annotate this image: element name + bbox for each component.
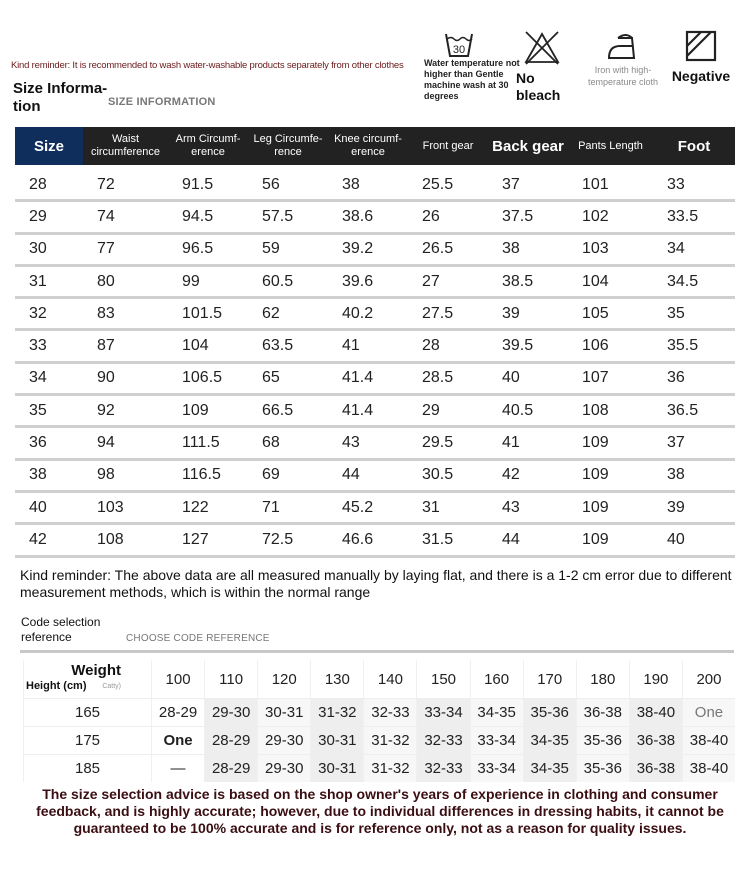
height-label: Height (cm)	[26, 680, 87, 692]
code-reference-label: Code selection reference	[21, 615, 101, 644]
table-cell: 42	[502, 466, 520, 484]
table-row	[15, 396, 735, 428]
table-cell: 57.5	[262, 207, 294, 225]
table-row	[15, 428, 735, 460]
size-range-cell: 31-32	[310, 699, 363, 726]
table-cell: 106.5	[182, 369, 223, 387]
table-cell: 35.5	[667, 337, 699, 355]
weight-header: 110	[204, 660, 257, 698]
size-range-cell: 28-29	[204, 755, 257, 782]
ref-row	[23, 698, 735, 726]
table-cell: 59	[262, 240, 280, 258]
table-cell: 33	[29, 337, 47, 355]
table-cell: 109	[182, 401, 209, 419]
table-cell: 106	[582, 337, 609, 355]
ref-corner	[23, 660, 151, 698]
table-cell: 28	[422, 337, 440, 355]
table-cell: 31	[29, 272, 47, 290]
table-cell: 34	[29, 369, 47, 387]
col-back-gear: Back gear	[492, 137, 564, 155]
table-cell: 111.5	[182, 434, 220, 452]
table-cell: 36.5	[667, 401, 699, 419]
size-range-cell: 33-34	[470, 755, 523, 782]
table-cell: 83	[97, 304, 115, 322]
table-cell: 36	[29, 434, 47, 452]
no-bleach-icon	[522, 30, 562, 66]
size-range-cell: 38-40	[682, 727, 735, 754]
col-foot: Foot	[677, 137, 711, 155]
size-range-cell: 29-30	[257, 755, 310, 782]
height-value: 175	[23, 727, 151, 754]
divider	[20, 650, 734, 653]
table-cell: 77	[97, 240, 115, 258]
table-cell: 94.5	[182, 207, 214, 225]
ref-row	[23, 754, 735, 782]
size-range-cell: 28-29	[151, 699, 204, 726]
weight-header: 150	[416, 660, 469, 698]
table-cell: 29	[422, 401, 440, 419]
ref-header-row	[23, 660, 735, 698]
table-row	[15, 235, 735, 267]
iron-icon	[606, 30, 640, 60]
size-range-cell: 34-35	[523, 755, 576, 782]
table-cell: 38	[29, 466, 47, 484]
table-cell: 26.5	[422, 240, 454, 258]
table-cell: 38	[342, 175, 360, 193]
table-cell: 45.2	[342, 498, 374, 516]
height-value: 165	[23, 699, 151, 726]
table-cell: 107	[582, 369, 609, 387]
table-cell: 46.6	[342, 530, 374, 548]
care-shade-dry	[666, 30, 736, 84]
table-cell: 26	[422, 207, 440, 225]
size-range-cell: 34-35	[470, 699, 523, 726]
care-shade-dry-label: Negative	[671, 68, 731, 84]
care-no-bleach-label: No bleach	[516, 70, 561, 103]
table-cell: 33.5	[667, 207, 699, 225]
size-range-cell: 35-36	[576, 727, 629, 754]
height-value: 185	[23, 755, 151, 782]
table-cell: 91.5	[182, 175, 214, 193]
care-wash-label: Water temperature not higher than Gentle machine wash at 30 degrees	[424, 58, 520, 101]
size-range-cell: 38-40	[682, 755, 735, 782]
shade-dry-icon	[685, 30, 717, 62]
weight-header: 120	[257, 660, 310, 698]
table-cell: 62	[262, 304, 280, 322]
size-advice: The size selection advice is based on the shop owner's years of experience in clothing and consumer feedback, and is highly accurate; however, due to individual differences in dressing habits, it cannot be guaranteed to be 100% accurate and is for reference only, not as a reason for quality issues.	[36, 786, 724, 836]
table-cell: 104	[182, 337, 209, 355]
table-cell: 74	[97, 207, 115, 225]
table-cell: 29	[29, 207, 47, 225]
table-cell: 66.5	[262, 401, 294, 419]
col-waist: Waist circumference	[90, 133, 161, 158]
col-leg: Leg Circumfe- rence	[253, 133, 323, 158]
code-reference-subtitle: CHOOSE CODE REFERENCE	[126, 633, 270, 644]
table-cell: 39.5	[502, 337, 534, 355]
table-cell: 39.2	[342, 240, 374, 258]
table-cell: 38	[502, 240, 520, 258]
table-cell: 28.5	[422, 369, 454, 387]
weight-header: 180	[576, 660, 629, 698]
table-row	[15, 493, 735, 525]
size-range-cell: 30-31	[310, 755, 363, 782]
size-range-cell: 38-40	[629, 699, 682, 726]
table-cell: 127	[182, 530, 209, 548]
table-row	[15, 267, 735, 299]
size-range-cell: 28-29	[204, 727, 257, 754]
table-cell: 103	[582, 240, 609, 258]
size-table-body	[15, 170, 735, 558]
table-cell: 31	[422, 498, 440, 516]
size-range-cell: 34-35	[523, 727, 576, 754]
table-cell: 41	[502, 434, 520, 452]
table-cell: 108	[97, 530, 124, 548]
weight-header: 140	[363, 660, 416, 698]
table-cell: 69	[262, 466, 280, 484]
table-cell: 109	[582, 530, 609, 548]
size-range-cell: 32-33	[416, 755, 469, 782]
table-cell: 38.5	[502, 272, 534, 290]
weight-header: 170	[523, 660, 576, 698]
table-cell: 40	[29, 498, 47, 516]
table-cell: 27.5	[422, 304, 454, 322]
care-wash	[424, 30, 520, 101]
weight-label: Weight	[71, 662, 121, 679]
table-cell: 43	[502, 498, 520, 516]
size-range-cell: 35-36	[523, 699, 576, 726]
table-cell: 35	[29, 401, 47, 419]
table-cell: 39	[667, 498, 685, 516]
size-range-cell: 36-38	[576, 699, 629, 726]
table-cell: 65	[262, 369, 280, 387]
table-cell: 38.6	[342, 207, 374, 225]
weight-header: 190	[629, 660, 682, 698]
table-cell: 39	[502, 304, 520, 322]
table-row	[15, 202, 735, 234]
table-cell: 101.5	[182, 304, 223, 322]
care-no-bleach	[512, 30, 572, 103]
table-cell: 36	[667, 369, 685, 387]
wash-reminder: Kind reminder: It is recommended to wash water-washable products separately from other clothes	[11, 60, 404, 71]
table-cell: 92	[97, 401, 115, 419]
table-cell: 101	[582, 175, 609, 193]
page-title: Size Informa- tion	[13, 80, 108, 115]
table-cell: 44	[342, 466, 360, 484]
table-cell: 99	[182, 272, 200, 290]
table-cell: 71	[262, 498, 280, 516]
size-range-cell: 36-38	[629, 727, 682, 754]
care-iron-label: Iron with high-temperature cloth	[587, 65, 659, 87]
table-cell: 32	[29, 304, 47, 322]
size-range-cell: One	[151, 727, 204, 754]
table-cell: 68	[262, 434, 280, 452]
svg-text:30: 30	[452, 44, 466, 56]
table-cell: 37.5	[502, 207, 534, 225]
col-front-gear: Front gear	[422, 139, 474, 152]
table-cell: 43	[342, 434, 360, 452]
table-cell: 87	[97, 337, 115, 355]
table-cell: 30	[29, 240, 47, 258]
table-cell: 44	[502, 530, 520, 548]
table-row	[15, 525, 735, 557]
weight-unit: Catty)	[102, 683, 121, 690]
table-cell: 90	[97, 369, 115, 387]
size-range-cell: 30-31	[257, 699, 310, 726]
weight-header: 130	[310, 660, 363, 698]
size-range-cell: 29-30	[257, 727, 310, 754]
table-cell: 40.5	[502, 401, 534, 419]
table-cell: 35	[667, 304, 685, 322]
size-range-cell: 36-38	[629, 755, 682, 782]
table-row	[15, 331, 735, 363]
weight-header: 160	[470, 660, 523, 698]
table-row	[15, 170, 735, 202]
table-cell: 42	[29, 530, 47, 548]
ref-row	[23, 726, 735, 754]
table-cell: 40	[667, 530, 685, 548]
table-cell: 41.4	[342, 401, 374, 419]
size-range-cell: 29-30	[204, 699, 257, 726]
table-cell: 30.5	[422, 466, 454, 484]
table-cell: 109	[582, 498, 609, 516]
table-row	[15, 461, 735, 493]
col-knee: Knee circumf- erence	[334, 133, 402, 158]
table-cell: 109	[582, 434, 609, 452]
size-range-cell: 30-31	[310, 727, 363, 754]
col-arm: Arm Circumf- erence	[175, 133, 241, 158]
page-subtitle: SIZE INFORMATION	[108, 96, 216, 108]
table-cell: 31.5	[422, 530, 454, 548]
col-pants-length: Pants Length	[578, 139, 643, 152]
table-cell: 34	[667, 240, 685, 258]
care-iron	[582, 30, 664, 88]
table-cell: 63.5	[262, 337, 294, 355]
table-cell: 39.6	[342, 272, 374, 290]
table-cell: 72.5	[262, 530, 294, 548]
table-cell: 102	[582, 207, 609, 225]
col-size: Size	[15, 127, 83, 165]
wash-30-icon	[444, 30, 474, 58]
size-range-cell: 33-34	[416, 699, 469, 726]
size-range-cell: 33-34	[470, 727, 523, 754]
weight-header: 200	[682, 660, 735, 698]
size-range-cell: 31-32	[363, 755, 416, 782]
size-table-header	[15, 127, 735, 165]
table-cell: 28	[29, 175, 47, 193]
table-cell: 60.5	[262, 272, 294, 290]
table-row	[15, 299, 735, 331]
table-row	[15, 364, 735, 396]
table-cell: 109	[582, 466, 609, 484]
table-cell: 34.5	[667, 272, 699, 290]
table-cell: 94	[97, 434, 115, 452]
table-cell: 104	[582, 272, 609, 290]
table-cell: 41	[342, 337, 360, 355]
table-cell: 37	[502, 175, 520, 193]
table-cell: 122	[182, 498, 209, 516]
table-cell: 56	[262, 175, 280, 193]
size-range-cell: One	[682, 699, 735, 726]
table-cell: 40.2	[342, 304, 374, 322]
size-range-cell: 32-33	[416, 727, 469, 754]
table-cell: 80	[97, 272, 115, 290]
table-cell: 108	[582, 401, 609, 419]
table-cell: 105	[582, 304, 609, 322]
table-cell: 29.5	[422, 434, 454, 452]
weight-header: 100	[151, 660, 204, 698]
table-cell: 41.4	[342, 369, 374, 387]
size-range-cell: 35-36	[576, 755, 629, 782]
table-cell: 116.5	[182, 466, 221, 484]
measurement-note: Kind reminder: The above data are all measured manually by laying flat, and there is a 1-2 cm error due to different measurement methods, which is within the normal range	[20, 567, 732, 600]
table-cell: 103	[97, 498, 124, 516]
size-range-cell: 32-33	[363, 699, 416, 726]
table-cell: 96.5	[182, 240, 214, 258]
table-cell: 33	[667, 175, 685, 193]
table-cell: 37	[667, 434, 685, 452]
table-cell: 98	[97, 466, 115, 484]
table-cell: 27	[422, 272, 440, 290]
table-cell: 38	[667, 466, 685, 484]
size-range-cell: 31-32	[363, 727, 416, 754]
code-reference-table	[23, 660, 735, 782]
table-cell: 72	[97, 175, 115, 193]
table-cell: 25.5	[422, 175, 454, 193]
size-range-cell: —	[151, 755, 204, 782]
table-cell: 40	[502, 369, 520, 387]
